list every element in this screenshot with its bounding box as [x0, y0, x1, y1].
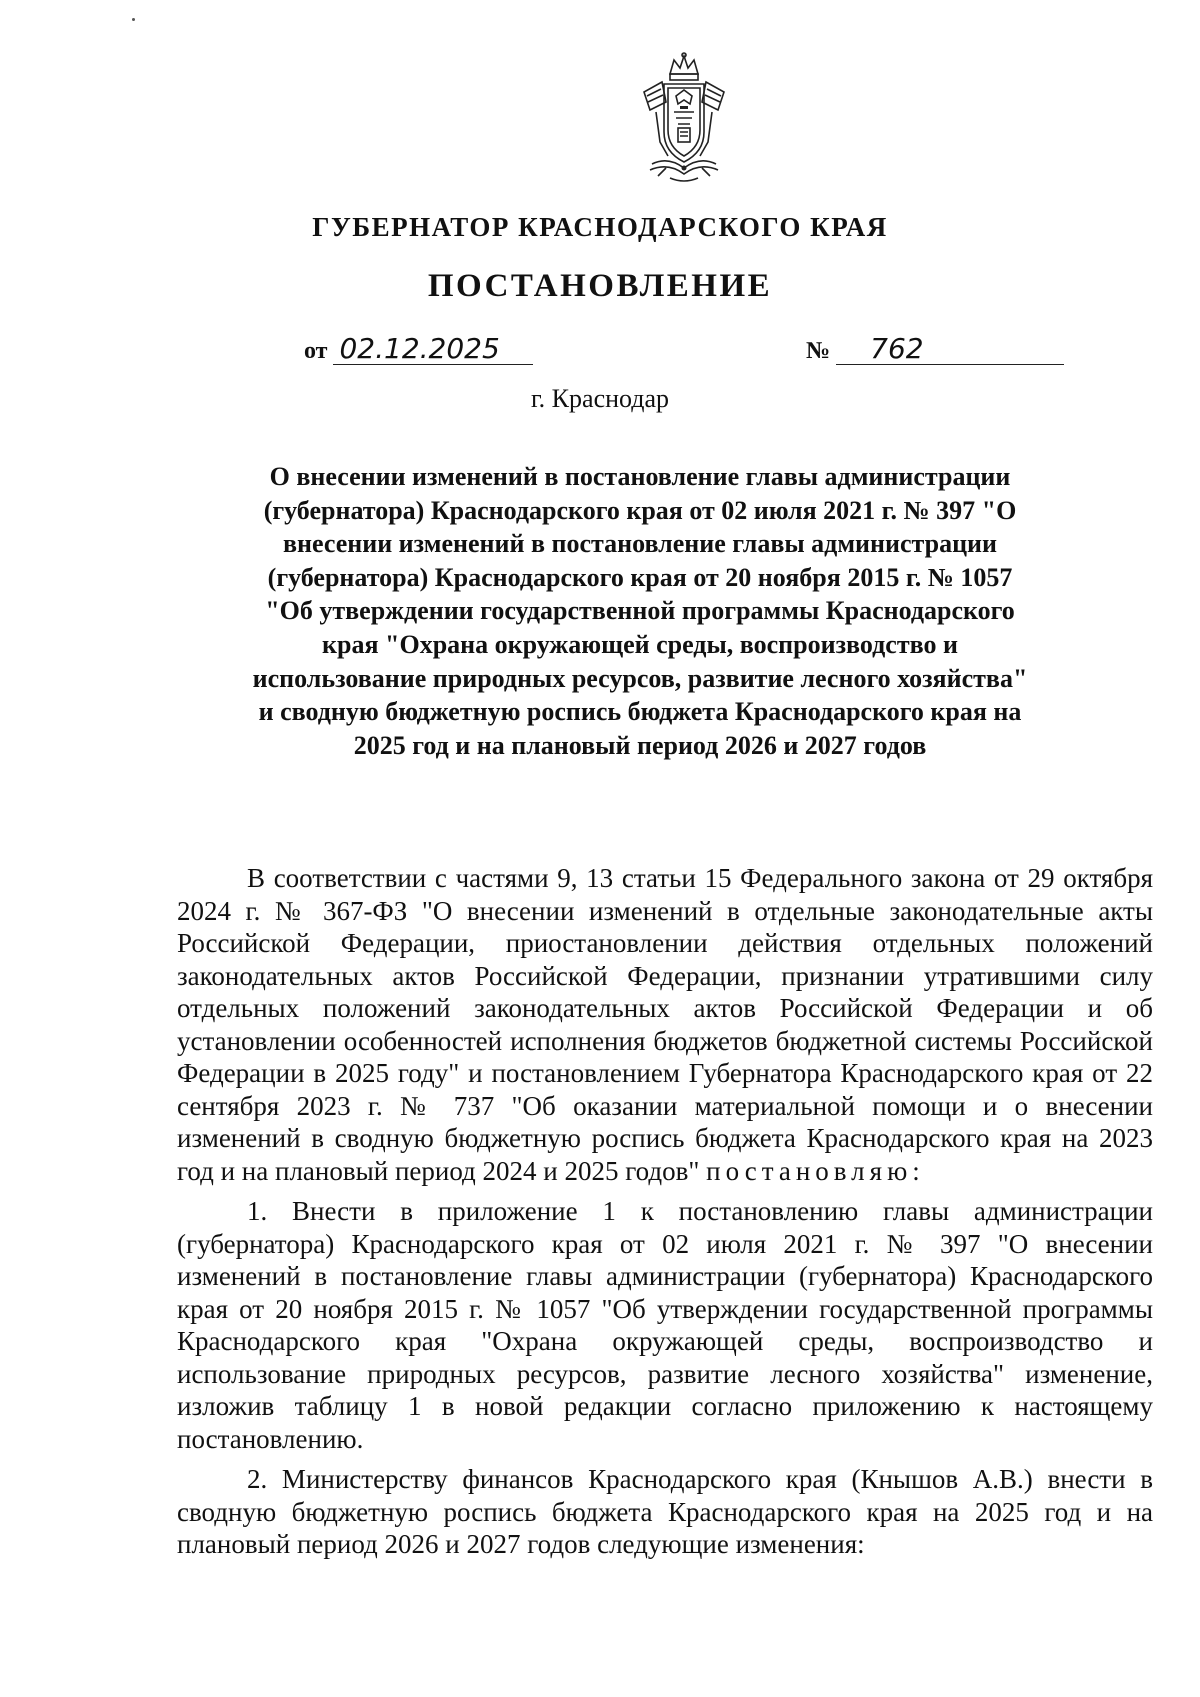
- document-type: ПОСТАНОВЛЕНИЕ: [427, 268, 773, 304]
- coat-of-arms-icon: [640, 52, 728, 187]
- scan-speck: [132, 18, 135, 21]
- document-number-line: [806, 334, 1064, 365]
- preamble-paragraph: [177, 862, 1153, 1187]
- authority-title: ГУБЕРНАТОР КРАСНОДАРСКОГО КРАЯ: [312, 212, 888, 242]
- date-prefix: от: [304, 338, 328, 364]
- document-date-line: [304, 334, 533, 365]
- item-1-paragraph: 1. Внести в приложение 1 к постановлению главы администрации (губернатора) Краснодарского края от 02 июля 2021 г. № 397 "О внесении изменений в постановление главы администрации (губернатора) Краснодарского края от 20 ноября 2015 г. № 1057 "Об утверждении государственной программы Краснодарского края "Охрана окружающей среды, воспроизводство и использование природных ресурсов, развитие лесного хозяйства" изменение, изложив таблицу 1 в новой редакции согласно приложению к настоящему постановлению.: [177, 1196, 1153, 1454]
- document-city: г. Краснодар: [530, 384, 670, 413]
- document-number: 762: [836, 334, 1064, 365]
- preamble-text: В соответствии с частями 9, 13 статьи 15 Федерального закона от 29 октября 2024 г. № 367-ФЗ "О внесении изменений в отдельные законодательные акты Российской Федерации, приостановлении действия отдельных положений законодательных актов Российской Федерации, признании утратившими силу отдельных положений законодательных актов Российской Федерации и об установлении особенностей исполнения бюджетов бюджетной системы Российской Федерации в 2025 году" и постановлением Губернатора Краснодарского края от 22 сентября 2023 г. № 737 "Об оказании материальной помощи и о внесении изменений в сводную бюджетную роспись бюджета Краснодарского края на 2023 год и на плановый период 2024 и 2025 годов": [177, 863, 1153, 1186]
- number-prefix: №: [806, 338, 831, 364]
- decree-word: постановляю:: [706, 1155, 925, 1186]
- document-date: 02.12.2025: [333, 334, 533, 365]
- item-2-paragraph: 2. Министерству финансов Краснодарского края (Кнышов А.В.) внести в сводную бюджетную роспись бюджета Краснодарского края на 2025 год и на плановый период 2026 и 2027 годов следующие изменения:: [177, 1464, 1153, 1559]
- document-subject: О внесении изменений в постановление главы администрации (губернатора) Краснодарского края от 02 июля 2021 г. № 397 "О внесении изменений в постановление главы администрации (губернатора) Краснодарского края от 20 ноября 2015 г. № 1057 "Об утверждении государственной программы Краснодарского края "Охрана окружающей среды, воспроизводство и использование природных ресурсов, развитие лесного хозяйства" и сводную бюджетную роспись бюджета Краснодарского края на 2025 год и на плановый период 2026 и 2027 годов: [252, 462, 1028, 760]
- document-body: [177, 862, 1153, 1569]
